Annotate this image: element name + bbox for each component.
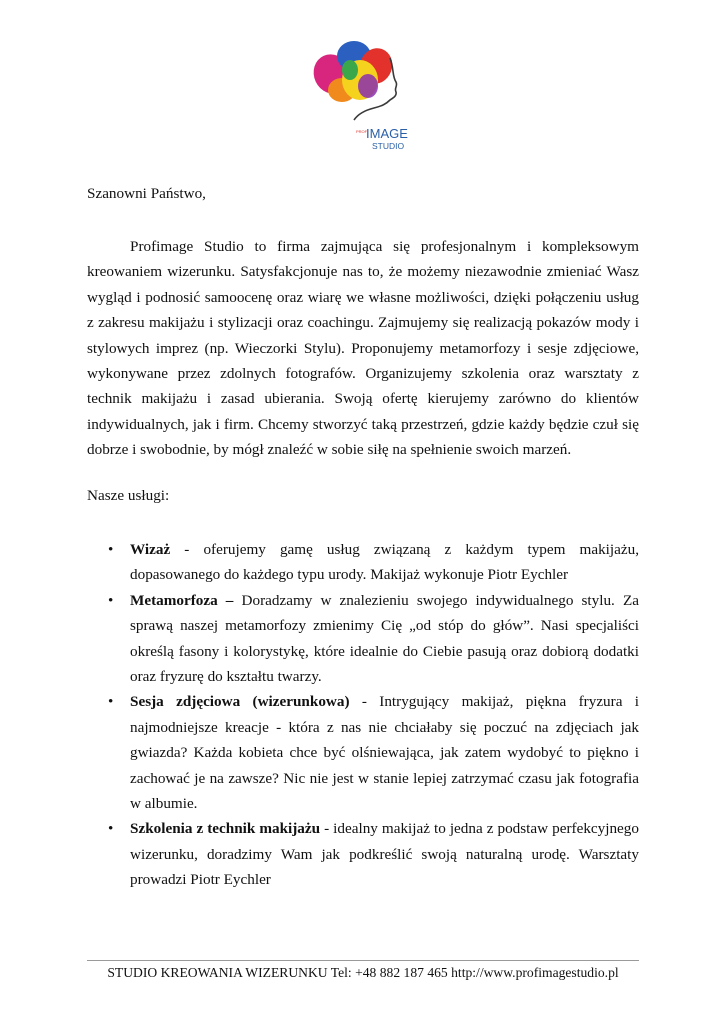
service-item-sesja: [87, 689, 639, 816]
footer-contact: STUDIO KREOWANIA WIZERUNKU Tel: +48 882 187 465 http://www.profimagestudio.pl: [107, 965, 619, 980]
bullet-icon: •: [108, 591, 114, 609]
services-list: [87, 537, 639, 893]
service-title: Sesja zdjęciowa (wizerunkowa): [130, 693, 350, 711]
letter-greeting: Szanowni Państwo,: [87, 185, 206, 202]
service-description: Doradzamy w znalezieniu swojego indywidualnego stylu. Za sprawą naszej metamorfozy zmienimy Cię „od stóp do głów”. Nasi specjaliści określą fasony i kolorystykę, które idealnie do Ciebie pasują oraz dobiorą dodatki oraz fryzurę do kształtu twarzy.: [130, 591, 639, 686]
service-description: - oferujemy gamę usług związaną z każdym typem makijażu, dopasowanego do każdego typu urody. Makijaż wykonuje Piotr Eychler: [130, 541, 639, 584]
service-item-metamorfoza: [87, 588, 639, 690]
service-item-szkolenia: [87, 816, 639, 892]
service-title: Szkolenia z technik makijażu: [130, 820, 321, 838]
service-description: - Intrygujący makijaż, piękna fryzura i najmodniejsze kreacje - która z nas nie chciałaby się poczuć na zdjęciach jak gwiazda? Każda kobieta chce być olśniewająca, jak zatem wydobyć to piękno i zachować je na zawsze? Nic nie jest w stanie lepiej zatrzymać czasu jak fotografia w albumie.: [130, 693, 639, 813]
service-description: - idealny makijaż to jedna z podstaw perfekcyjnego wizerunku, doradzimy Wam jak podkreślić swoją naturalną urodę. Warsztaty prowadzi Piotr Eychler: [130, 820, 639, 889]
service-item-wizaz: [87, 537, 639, 588]
orchid-face-logo-icon: [298, 38, 422, 154]
logo-brand-small: PROF: [356, 129, 368, 134]
letter-intro-paragraph: Profimage Studio to firma zajmująca się profesjonalnym i kompleksowym kreowaniem wizerunku. Satysfakcjonuje nas to, że możemy niezawodnie zmieniać Wasz wygląd i podnosić samoocenę oraz wiarę we własne możliwości, dzięki połączeniu usług z zakresu makijażu i stylizacji oraz coachingu. Zajmujemy się realizacją pokazów mody i stylowych imprez (np. Wieczorki Stylu). Proponujemy metamorfozy i sesje zdjęciowe, wykonywane przez zdolnych fotografów. Organizujemy szkolenia oraz warsztaty z technik makijażu i zasad ubierania. Swoją ofertę kierujemy zarówno do klientów indywidualnych, jak i firm. Chcemy stworzyć taką przestrzeń, gdzie każdy będzie czuł się dobrze i swobodnie, by mógł znaleźć w sobie siłę na spełnienie swoich marzeń.: [87, 238, 639, 459]
service-title: Metamorfoza –: [130, 591, 234, 609]
services-heading: Nasze usługi:: [87, 487, 170, 504]
bullet-icon: •: [108, 820, 114, 838]
bullet-icon: •: [108, 541, 114, 558]
profimage-logo: [298, 38, 422, 154]
footer-divider: [87, 960, 639, 961]
logo-brand-studio: STUDIO: [372, 141, 405, 151]
bullet-icon: •: [108, 693, 114, 711]
logo-brand-image: IMAGE: [366, 126, 408, 141]
service-title: Wizaż: [130, 541, 171, 558]
